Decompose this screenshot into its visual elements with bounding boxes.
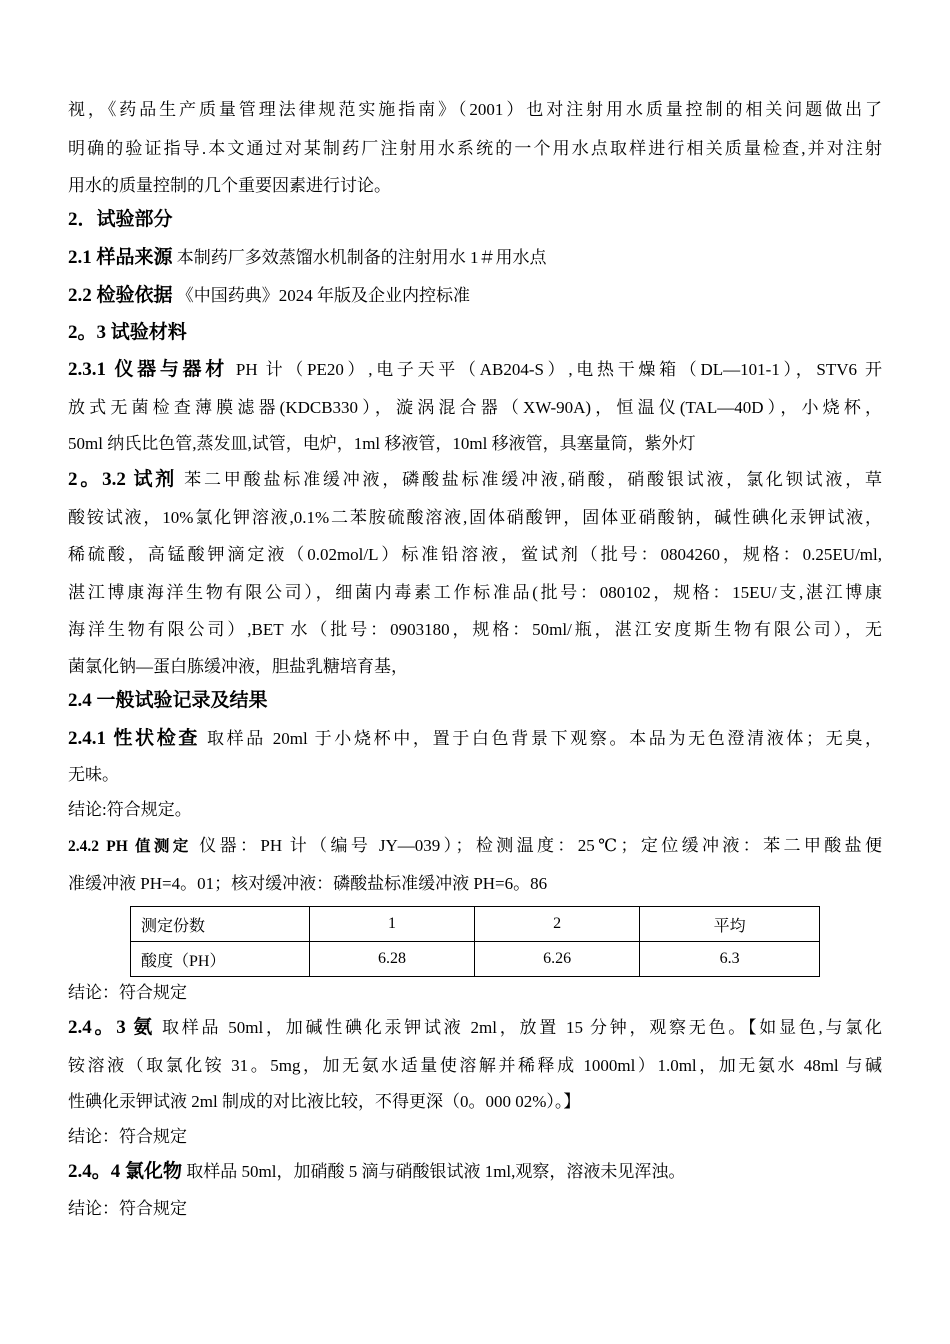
- section-2-4-4-heading: 2.4。4 氯化物: [68, 1161, 183, 1182]
- ph-result-table: [130, 906, 820, 977]
- section-2-4-3-heading: 2.4。3 氨: [68, 1017, 156, 1038]
- section-2-4-4: [68, 1161, 685, 1183]
- section-2-4-1-line-1: [68, 728, 882, 750]
- section-2-4-4-conclusion: 结论：符合规定: [68, 1199, 187, 1218]
- section-2-4-3-text-1: 取样品 50ml，加碱性碘化汞钾试液 2ml，放置 15 分钟，观察无色。【如显色,与氯化: [162, 1018, 882, 1037]
- section-2-4-title: 2.4 一般试验记录及结果: [68, 690, 268, 711]
- section-2-title: 2．试验部分: [68, 209, 173, 230]
- intro-line-3: 用水的质量控制的几个重要因素进行讨论。: [68, 176, 391, 195]
- section-2-4-4-text: 取样品 50ml，加硝酸 5 滴与硝酸银试液 1ml,观察，溶液未见浑浊。: [186, 1162, 686, 1181]
- section-2-4-2-conclusion: 结论：符合规定: [68, 983, 187, 1002]
- intro-line-2: 明确的验证指导.本文通过对某制药厂注射用水系统的一个用水点取样进行相关质量检查,并对注射: [68, 139, 882, 158]
- section-2-4-2-text-1: 仪器：PH 计（编号 JY—039）；检测温度：25℃；定位缓冲液：苯二甲酸盐便: [199, 836, 883, 855]
- section-2-2-heading: 2.2 检验依据: [68, 285, 173, 306]
- section-2-3-title: 2。3 试验材料: [68, 322, 187, 343]
- section-2-4-2-line-2: 准缓冲液 PH=4。01；核对缓冲液：磷酸盐标准缓冲液 PH=6。86: [68, 874, 548, 893]
- section-2-3-2-line-4: 湛江博康海洋生物有限公司），细菌内毒素工作标准品(批号：080102，规格：15EU/支,湛江博康: [68, 583, 882, 602]
- section-2-3-2-line-1: [68, 469, 882, 491]
- table-cell: 1: [310, 907, 475, 942]
- table-cell: 平均: [640, 907, 820, 942]
- section-2-2-text: 《中国药典》2024 年版及企业内控标准: [176, 286, 471, 305]
- table-cell: 测定份数: [131, 907, 310, 942]
- section-2-4-2-heading: 2.4.2 PH 值测定: [68, 838, 192, 855]
- section-2-2: [68, 285, 470, 307]
- section-2-4-3-line-3: 性碘化汞钾试液 2ml 制成的对比液比较，不得更深（0。000 02%）。】: [68, 1092, 581, 1111]
- section-2-4-1-text-1: 取样品 20ml 于小烧杯中，置于白色背景下观察。本品为无色澄清液体；无臭，: [206, 729, 882, 748]
- section-2-4-1-heading: 2.4.1 性状检查: [68, 728, 201, 749]
- section-2-1-text: 本制药厂多效蒸馏水机制备的注射用水 1＃用水点: [176, 248, 547, 267]
- section-2-4-3-line-2: 铵溶液（取氯化铵 31。5mg，加无氨水适量使溶解并稀释成 1000ml）1.0ml，加无氨水 48ml 与碱: [68, 1056, 882, 1075]
- section-2-1-heading: 2.1 样品来源: [68, 247, 173, 268]
- intro-line-1: 视，《药品生产质量管理法律规范实施指南》（2001）也对注射用水质量控制的相关问题做出了: [68, 100, 882, 119]
- table-row: [131, 942, 820, 977]
- table-cell: 6.3: [640, 942, 820, 977]
- section-2-3-1-line-3: 50ml 纳氏比色管,蒸发皿,试管，电炉，1ml 移液管，10ml 移液管，具塞量筒，紫外灯: [68, 434, 696, 453]
- section-2-3-1-line-1: [68, 359, 882, 381]
- section-2-3-2-line-6: 菌氯化钠—蛋白胨缓冲液，胆盐乳糖培育基，: [68, 657, 408, 676]
- section-2-3-2-text-1: 苯二甲酸盐标准缓冲液，磷酸盐标准缓冲液,硝酸，硝酸银试液，氯化钡试液，草: [184, 470, 883, 489]
- section-2-4-3-conclusion: 结论：符合规定: [68, 1127, 187, 1146]
- section-2-3-2-heading: 2。3.2 试剂: [68, 469, 178, 490]
- table-cell: 6.26: [475, 942, 640, 977]
- section-2-1: [68, 247, 547, 269]
- section-2-4-1-conclusion: 结论:符合规定。: [68, 800, 192, 819]
- table-cell: 酸度（PH）: [131, 942, 310, 977]
- section-2-4-2-line-1: [68, 835, 882, 858]
- section-2-3-2-line-3: 稀硫酸，高锰酸钾滴定液（0.02mol/L）标准铅溶液，鲎试剂（批号：0804260，规格：0.25EU/ml,: [68, 545, 882, 564]
- table-cell: 2: [475, 907, 640, 942]
- section-2-3-1-heading: 2.3.1 仪器与器材: [68, 359, 228, 380]
- section-2-3-2-line-2: 酸铵试液，10%氯化钾溶液,0.1%二苯胺硫酸溶液,固体硝酸钾，固体亚硝酸钠，碱性碘化汞钾试液，: [68, 508, 882, 527]
- section-2-3-1-text-1: PH 计（PE20）,电子天平（AB204-S）,电热干燥箱（DL—101-1），STV6 开: [235, 360, 882, 379]
- table-header-row: [131, 907, 820, 942]
- section-2-4-1-line-2: 无味。: [68, 765, 119, 784]
- table-cell: 6.28: [310, 942, 475, 977]
- section-2-3-2-line-5: 海洋生物有限公司）,BET 水（批号：0903180，规格：50ml/瓶，湛江安度斯生物有限公司），无: [68, 620, 882, 639]
- section-2-3-1-line-2: 放式无菌检查薄膜滤器(KDCB330），漩涡混合器（XW-90A)，恒温仪(TAL—40D），小烧杯，: [68, 398, 882, 417]
- section-2-4-3-line-1: [68, 1017, 882, 1039]
